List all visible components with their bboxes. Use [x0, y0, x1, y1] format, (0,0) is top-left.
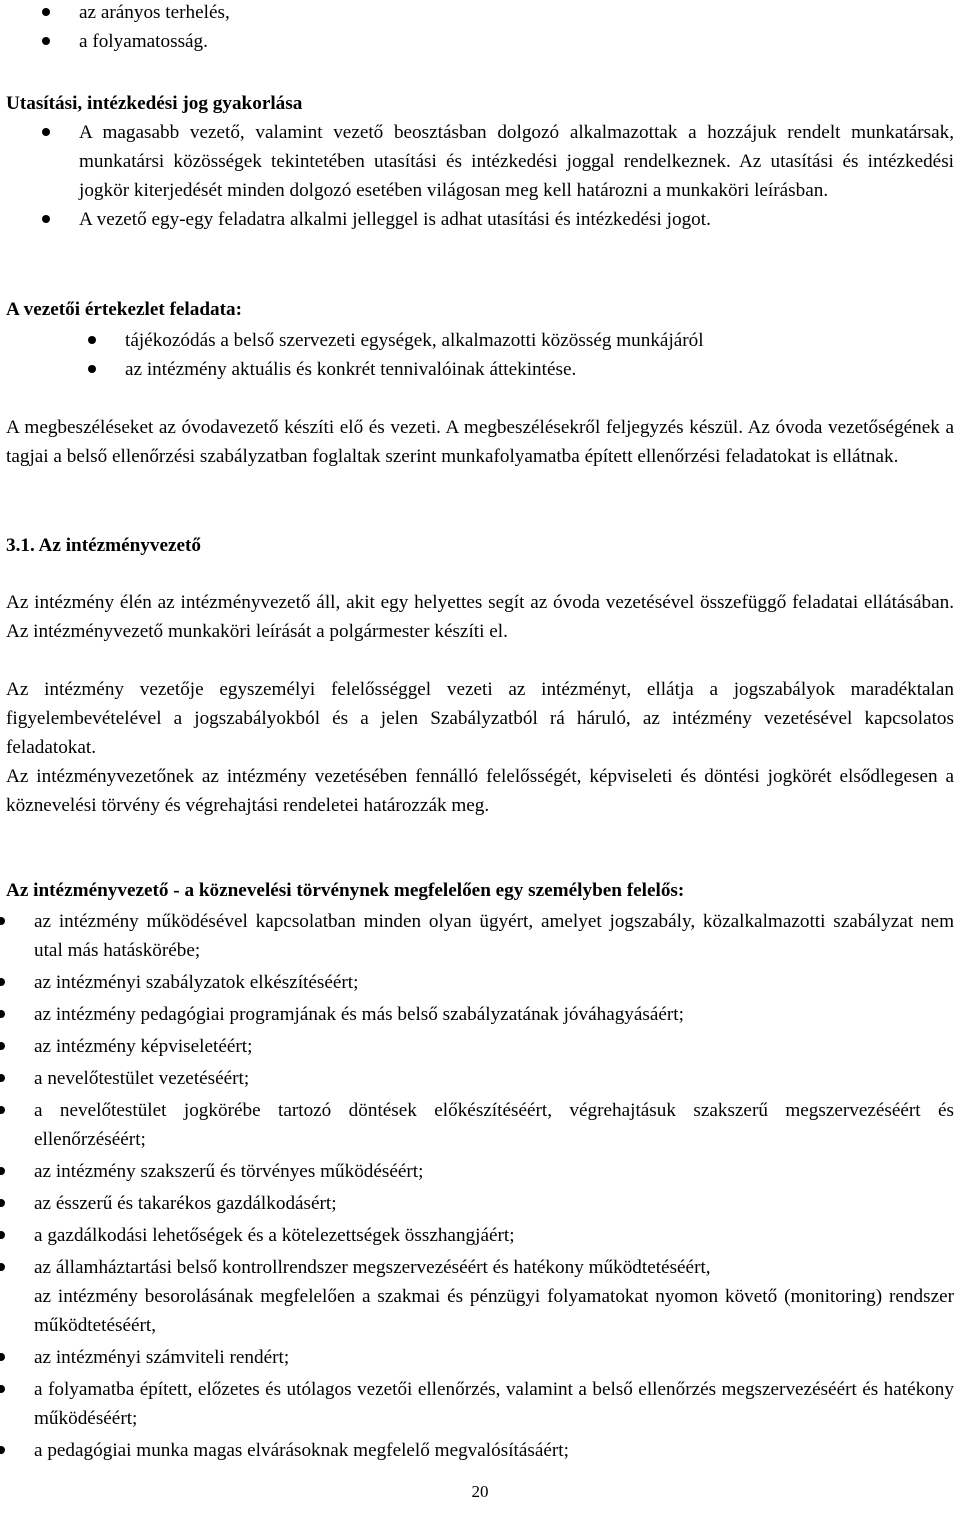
list-item: A magasabb vezető, valamint vezető beosztásban dolgozó alkalmazottak a hozzájuk rendelt munkatársak, munkatársi közösségek tekintetében utasítási és intézkedési joggal rendelkeznek. Az utasítási és intézkedési jogkör kiterjedését minden dolgozó esetében világosan meg kell határozni a munkaköri leírásban. [79, 118, 954, 205]
list-item: a pedagógiai munka magas elvárásoknak megfelelő megvalósításáért; [34, 1436, 954, 1465]
list-item: az arányos terhelés, [79, 0, 954, 27]
utasitasi-list [79, 118, 954, 234]
megbeszeles-paragraph: A megbeszéléseket az óvodavezető készíti elő és vezeti. A megbeszélésekről feljegyzés készül. Az óvoda vezetőségének a tagjai a belső ellenőrzési szabályzatban foglaltak szerint munkafolyamatba épített ellenőrzési feladatokat is ellátnak. [6, 417, 954, 467]
body-paragraph: Az intézmény élén az intézményvezető áll, akit egy helyettes segít az óvoda vezetésével összefüggő feladatai ellátásában. Az intézményvezető munkaköri leírását a polgármester készíti el. [6, 592, 954, 642]
list-item: A vezető egy-egy feladatra alkalmi jelleggel is adhat utasítási és intézkedési jogot. [79, 205, 954, 234]
section-heading: 3.1. Az intézményvezető [6, 535, 202, 556]
utasitasi-heading: Utasítási, intézkedési jog gyakorlása [6, 93, 303, 114]
felelos-heading: Az intézményvezető - a köznevelési törvénynek megfelelően egy személyben felelős: [6, 880, 685, 901]
list-item: tájékozódás a belső szervezeti egységek, alkalmazotti közösség munkájáról [125, 326, 954, 355]
body-paragraph: Az intézmény vezetője egyszemélyi felelősséggel vezeti az intézményt, ellátja a jogszabályok maradéktalan figyelembevételével a jogszabályokból és a jelen Szabályzatból rá háruló, az intézmény vezetésével kapcsolatos feladatokat. [6, 679, 954, 758]
list-item: a nevelőtestület vezetéséért; [34, 1064, 954, 1093]
list-item: az intézmény képviseletéért; [34, 1032, 954, 1061]
list-item: az intézmény pedagógiai programjának és más belső szabályzatának jóváhagyásáért; [34, 1000, 954, 1029]
list-item: az intézmény aktuális és konkrét tennivalóinak áttekintése. [125, 355, 954, 384]
list-item [34, 1253, 954, 1340]
list-item: az intézmény működésével kapcsolatban minden olyan ügyért, amelyet jogszabály, közalkalmazotti szabályzat nem utal más hatáskörébe; [34, 907, 954, 965]
body-paragraph: Az intézményvezetőnek az intézmény vezetésében fennálló felelősségét, képviseleti és döntési jogkörét elsődlegesen a köznevelési törvény és végrehajtási rendeletei határozzák meg. [6, 766, 954, 816]
list-item: az intézményi számviteli rendért; [34, 1343, 954, 1372]
list-item-continuation: az intézmény besorolásának megfelelően a szakmai és pénzügyi folyamatokat nyomon követő (monitoring) rendszer működtetéséért, [34, 1286, 954, 1336]
ertekezlet-heading: A vezetői értekezlet feladata: [6, 299, 242, 320]
page-number: 20 [471, 1482, 489, 1501]
list-item: a nevelőtestület jogkörébe tartozó döntések előkészítéséért, végrehajtásuk szakszerű megszervezéséért és ellenőrzéséért; [34, 1096, 954, 1154]
top-bullet-list [79, 0, 954, 56]
list-item: az ésszerű és takarékos gazdálkodásért; [34, 1189, 954, 1218]
list-item: a gazdálkodási lehetőségek és a kötelezettségek összhangjáért; [34, 1221, 954, 1250]
ertekezlet-list [125, 326, 954, 384]
list-item: az intézményi szabályzatok elkészítéséért; [34, 968, 954, 997]
list-item: az intézmény szakszerű és törvényes működéséért; [34, 1157, 954, 1186]
felelos-list [34, 907, 954, 1465]
list-item: a folyamatba épített, előzetes és utólagos vezetői ellenőrzés, valamint a belső ellenőrzés megszervezéséért és hatékony működéséért; [34, 1375, 954, 1433]
list-item-text: az államháztartási belső kontrollrendszer megszervezéséért és hatékony működtetéséért, [34, 1257, 711, 1278]
list-item: a folyamatosság. [79, 27, 954, 56]
